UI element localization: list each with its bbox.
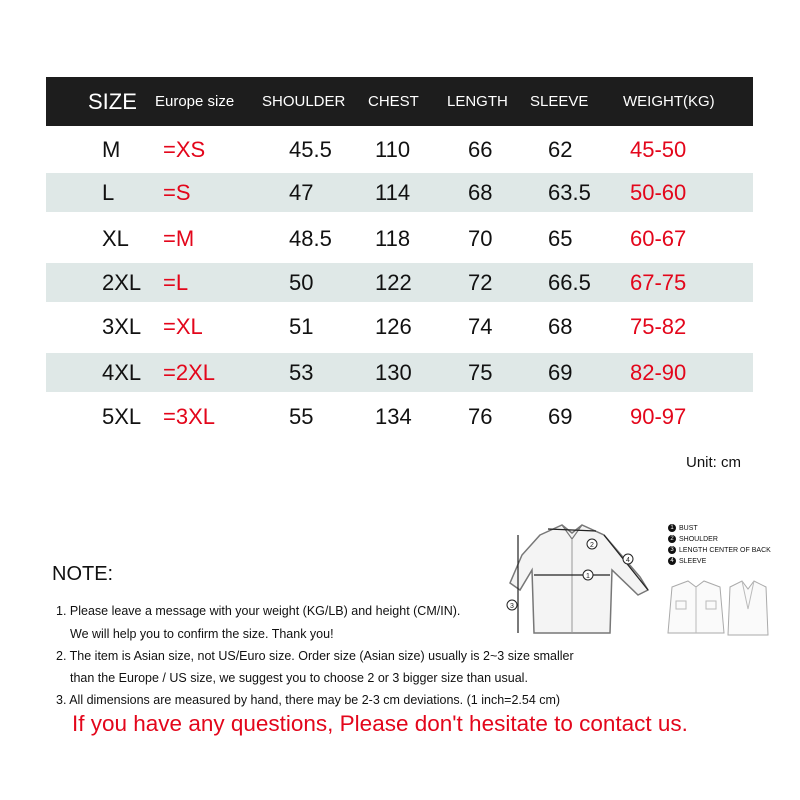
cell-sleeve: 62 — [548, 137, 573, 162]
cell-size: 2XL — [102, 270, 142, 295]
cell-chest: 118 — [375, 226, 411, 251]
cell-size: 3XL — [102, 314, 142, 339]
cell-sleeve: 69 — [548, 404, 573, 429]
table-row — [46, 263, 753, 302]
cell-length: 66 — [468, 137, 493, 162]
note-line-1: 1. Please leave a message with your weight (KG/LB) and height (CM/IN). — [56, 604, 461, 618]
cell-size: 5XL — [102, 404, 142, 429]
cell-weight: 60-67 — [630, 226, 687, 251]
cell-weight: 45-50 — [630, 137, 687, 162]
cell-europe: =M — [163, 226, 195, 251]
cell-sleeve: 63.5 — [548, 180, 591, 205]
legend-shoulder — [668, 535, 718, 543]
note-line-2: We will help you to confirm the size. Thank you! — [70, 627, 334, 641]
cell-shoulder: 50 — [289, 270, 314, 295]
header-shoulder: SHOULDER — [262, 93, 346, 110]
legend-marker-2: 2 — [668, 535, 676, 543]
cell-length: 75 — [468, 360, 493, 385]
legend-length — [668, 546, 771, 554]
cell-length: 74 — [468, 314, 493, 339]
marker-2: 2 — [590, 542, 594, 549]
table-row — [46, 173, 753, 212]
shirt-diagram — [500, 515, 670, 645]
table-row — [46, 353, 753, 392]
contact-message: If you have any questions, Please don't hesitate to contact us. — [72, 711, 688, 736]
cell-shoulder: 53 — [289, 360, 314, 385]
marker-1: 1 — [586, 573, 590, 580]
legend-length-label: LENGTH CENTER OF BACK — [679, 546, 771, 554]
legend-sleeve — [668, 557, 706, 565]
size-table-header — [46, 77, 753, 126]
unit-label: Unit: cm — [686, 454, 742, 471]
legend-sleeve-label: SLEEVE — [679, 557, 707, 565]
header-europe-size: Europe size — [155, 93, 235, 110]
cell-length: 68 — [468, 180, 493, 205]
legend-marker-3: 3 — [668, 546, 676, 554]
cell-shoulder: 51 — [289, 314, 314, 339]
legend-bust — [668, 524, 698, 532]
cell-europe: =XS — [163, 137, 206, 162]
cell-size: 4XL — [102, 360, 142, 385]
cell-weight: 90-97 — [630, 404, 687, 429]
header-length: LENGTH — [447, 93, 508, 110]
header-chest: CHEST — [368, 93, 419, 110]
cell-europe: =2XL — [163, 360, 215, 385]
cell-chest: 126 — [375, 314, 412, 339]
cell-chest: 114 — [375, 180, 411, 205]
cell-shoulder: 55 — [289, 404, 314, 429]
note-line-4: than the Europe / US size, we suggest you to choose 2 or 3 bigger size than usual. — [70, 671, 528, 685]
cell-length: 70 — [468, 226, 493, 251]
cell-length: 72 — [468, 270, 493, 295]
marker-4: 4 — [626, 557, 630, 564]
cell-europe: =S — [163, 180, 191, 205]
cell-sleeve: 68 — [548, 314, 573, 339]
cell-size: L — [102, 180, 115, 205]
marker-3: 3 — [510, 603, 514, 610]
legend-marker-4: 4 — [668, 557, 676, 565]
cell-size: M — [102, 137, 121, 162]
cell-europe: =XL — [163, 314, 203, 339]
cell-shoulder: 45.5 — [289, 137, 332, 162]
table-row — [46, 219, 753, 258]
cell-size: XL — [102, 226, 129, 251]
cell-sleeve: 65 — [548, 226, 573, 251]
cell-weight: 82-90 — [630, 360, 687, 385]
cell-sleeve: 66.5 — [548, 270, 591, 295]
table-row — [46, 397, 753, 436]
cell-europe: =L — [163, 270, 189, 295]
cell-weight: 75-82 — [630, 314, 687, 339]
cell-shoulder: 48.5 — [289, 226, 332, 251]
cell-europe: =3XL — [163, 404, 215, 429]
cell-length: 76 — [468, 404, 493, 429]
jacket-sketch-icon — [662, 575, 772, 645]
note-title: NOTE: — [52, 563, 114, 585]
header-size: SIZE — [88, 89, 137, 114]
header-weight: WEIGHT(KG) — [623, 93, 715, 110]
table-row — [46, 307, 753, 346]
cell-sleeve: 69 — [548, 360, 573, 385]
measurement-diagram — [500, 515, 800, 655]
cell-weight: 67-75 — [630, 270, 687, 295]
legend-shoulder-label: SHOULDER — [679, 535, 718, 543]
cell-chest: 110 — [375, 137, 411, 162]
note-line-3: 2. The item is Asian size, not US/Euro size. Order size (Asian size) usually is 2~3 size smaller — [56, 649, 574, 663]
cell-chest: 130 — [375, 360, 412, 385]
legend-marker-1: 1 — [668, 524, 676, 532]
cell-shoulder: 47 — [289, 180, 314, 205]
table-row — [46, 130, 753, 169]
cell-chest: 134 — [375, 404, 412, 429]
cell-weight: 50-60 — [630, 180, 687, 205]
note-line-5: 3. All dimensions are measured by hand, there may be 2-3 cm deviations. (1 inch=2.54 cm) — [56, 693, 561, 707]
legend-bust-label: BUST — [679, 524, 698, 532]
header-sleeve: SLEEVE — [530, 93, 589, 110]
cell-chest: 122 — [375, 270, 412, 295]
